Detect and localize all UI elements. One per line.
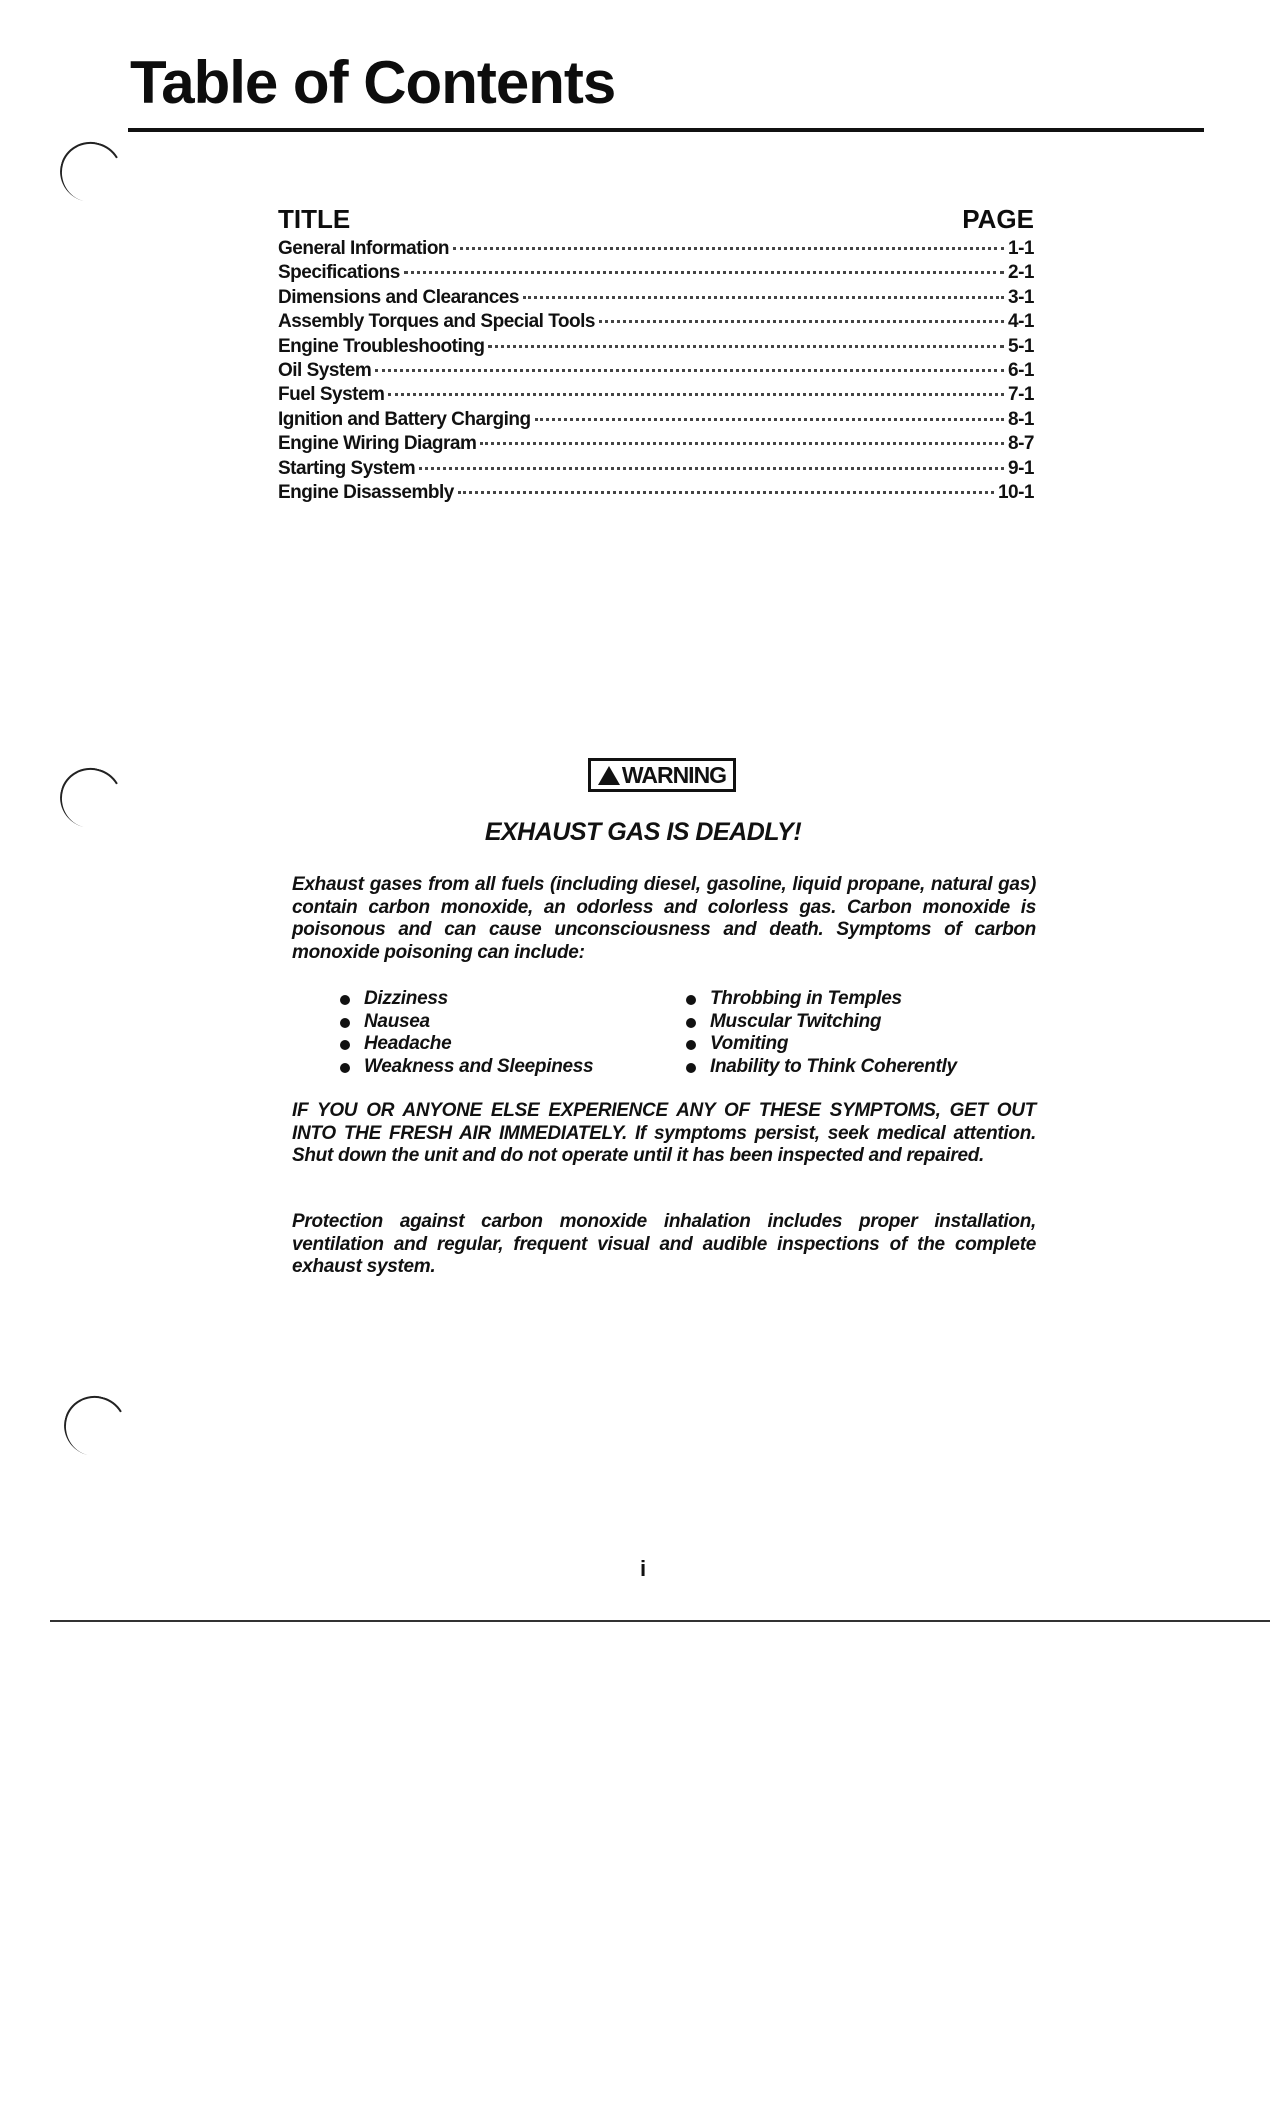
warning-badge (588, 758, 736, 792)
toc-entry-page: 10-1 (997, 481, 1034, 503)
toc-entry-title: Oil System (278, 359, 372, 381)
toc-entry-title: Starting System (278, 457, 416, 479)
symptom-item: Headache (338, 1033, 593, 1056)
symptom-item: Dizziness (338, 988, 593, 1011)
symptom-list-left (338, 988, 593, 1078)
toc-entry-page: 2-1 (1008, 262, 1034, 284)
toc-entry (278, 433, 1034, 457)
toc-entry (278, 409, 1034, 433)
toc-title-column-header: TITLE (278, 204, 351, 234)
symptom-item: Muscular Twitching (684, 1011, 957, 1034)
toc-dot-leader (375, 369, 1004, 372)
toc-entry-page: 8-7 (1008, 433, 1034, 455)
toc-entry-page: 1-1 (1008, 238, 1034, 259)
binder-hole-icon (53, 135, 128, 209)
binder-hole-icon (57, 1389, 132, 1463)
toc-table (278, 204, 1034, 506)
toc-entry-title: Assembly Torques and Special Tools (278, 311, 595, 333)
toc-entry (278, 482, 1034, 506)
toc-entry-page: 9-1 (1008, 457, 1034, 479)
toc-entry (278, 336, 1034, 360)
page-title: Table of Contents (130, 49, 616, 116)
toc-entry-title: Specifications (278, 262, 400, 284)
toc-entry-page: 4-1 (1008, 311, 1034, 333)
toc-dot-leader (419, 467, 1004, 470)
toc-entry-title: Ignition and Battery Charging (278, 408, 531, 430)
title-divider (128, 128, 1204, 132)
toc-entry (278, 262, 1034, 286)
toc-dot-leader (404, 271, 1004, 274)
toc-entry-page: 5-1 (1008, 335, 1034, 357)
toc-dot-leader (599, 320, 1004, 323)
warning-intro-text: Exhaust gases from all fuels (including diesel, gasoline, liquid propane, natural gas) contain carbon monoxide, an odorless and colorless gas. Carbon monoxide is poisonous and can cause unconsciousness and death. Symptoms of carbon monoxide poisoning can include: (292, 874, 1036, 963)
toc-dot-leader (488, 345, 1004, 348)
toc-entry-title: Engine Troubleshooting (278, 335, 485, 357)
warning-badge-label: WARNING (621, 761, 727, 788)
toc-entry (278, 360, 1034, 384)
symptom-item: Nausea (338, 1011, 593, 1034)
toc-entry-title: Engine Wiring Diagram (278, 433, 477, 455)
toc-entry-page: 3-1 (1008, 286, 1034, 308)
warning-action-text: IF YOU OR ANYONE ELSE EXPERIENCE ANY OF THESE SYMPTOMS, GET OUT INTO THE FRESH AIR IMMEDIATELY. If symptoms persist, seek medical attention. Shut down the unit and do not operate until it has been inspected and repaired. (292, 1100, 1036, 1167)
toc-entry-title: Fuel System (278, 384, 385, 406)
toc-entry (278, 384, 1034, 408)
toc-dot-leader (535, 418, 1004, 421)
toc-entry-page: 8-1 (1008, 408, 1034, 430)
toc-entry (278, 287, 1034, 311)
toc-entries (278, 238, 1034, 506)
toc-entry (278, 238, 1034, 262)
toc-dot-leader (453, 247, 1004, 250)
toc-dot-leader (480, 442, 1004, 445)
toc-page-column-header: PAGE (962, 204, 1034, 234)
toc-dot-leader (388, 393, 1004, 396)
warning-triangle-icon (598, 766, 620, 785)
symptom-item: Weakness and Sleepiness (338, 1056, 593, 1079)
toc-entry-title: Engine Disassembly (278, 481, 454, 503)
toc-entry-title: Dimensions and Clearances (278, 286, 519, 308)
toc-entry-title: General Information (278, 238, 450, 259)
toc-entry-page: 7-1 (1008, 384, 1034, 406)
toc-entry-page: 6-1 (1008, 359, 1034, 381)
toc-dot-leader (458, 491, 994, 494)
toc-entry (278, 311, 1034, 335)
symptom-list-right (684, 988, 957, 1078)
toc-entry (278, 458, 1034, 482)
symptom-item: Throbbing in Temples (684, 988, 957, 1011)
symptom-item: Inability to Think Coherently (684, 1056, 957, 1079)
warning-heading: EXHAUST GAS IS DEADLY! (484, 818, 802, 846)
toc-header (278, 204, 1034, 238)
toc-dot-leader (523, 296, 1004, 299)
bottom-divider (50, 1620, 1270, 1622)
symptom-item: Vomiting (684, 1033, 957, 1056)
warning-protection-text: Protection against carbon monoxide inhalation includes proper installation, ventilation and regular, frequent visual and audible inspections of the complete exhaust system. (292, 1211, 1036, 1278)
page-number: i (639, 1556, 647, 1581)
